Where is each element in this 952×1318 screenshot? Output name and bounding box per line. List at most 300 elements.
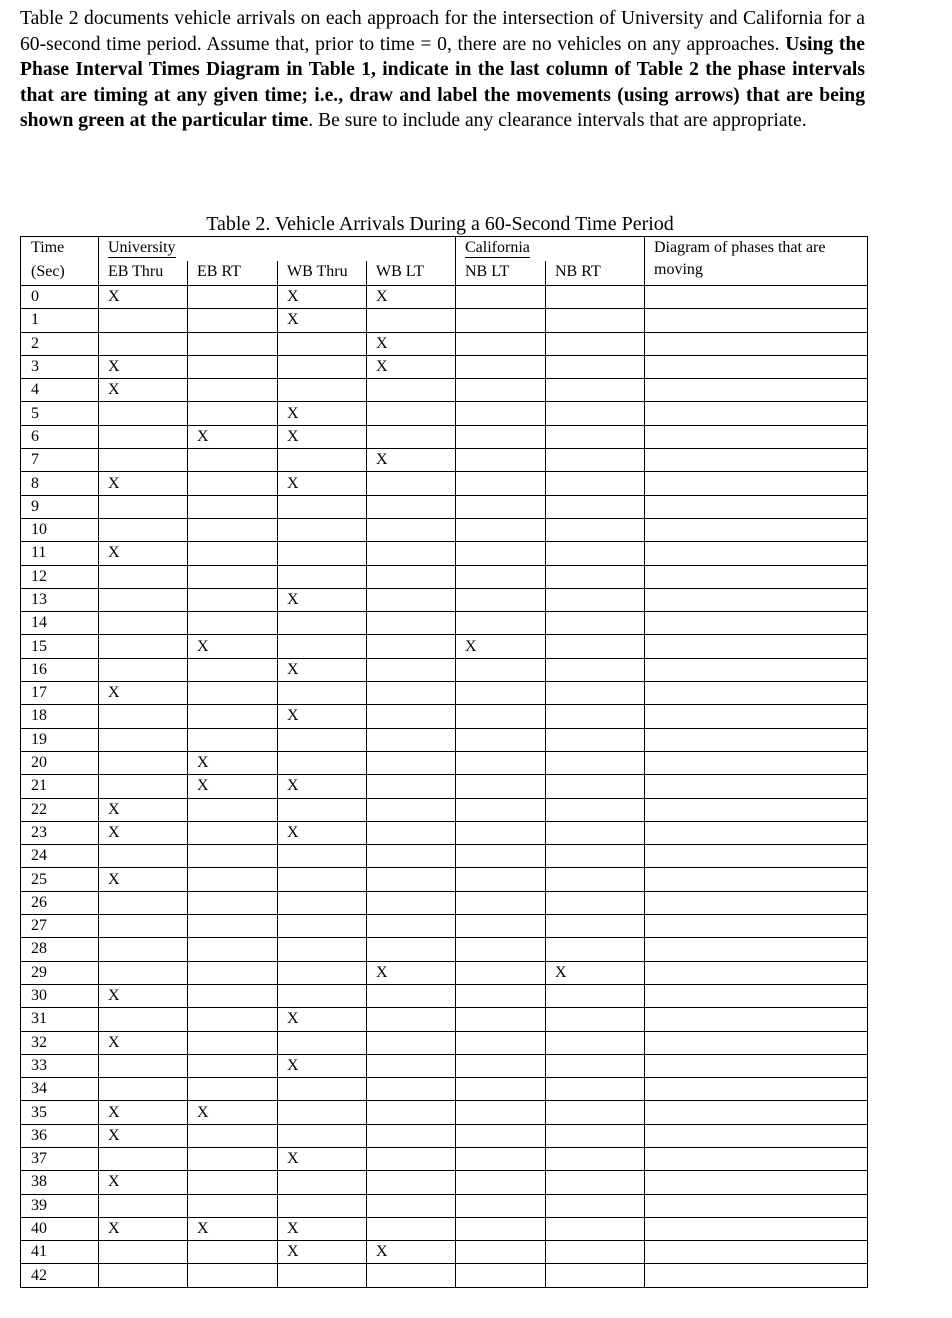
arrival-cell-wb-thru [278, 798, 367, 821]
time-cell: 13 [21, 588, 99, 611]
arrival-cell-wb-lt [367, 1124, 456, 1147]
arrival-cell-nb-rt [546, 565, 645, 588]
arrival-cell-wb-thru [278, 495, 367, 518]
table-row [21, 845, 868, 868]
arrival-cell-nb-rt [546, 1264, 645, 1287]
arrival-cell-nb-lt [456, 518, 546, 541]
arrival-cell-eb-rt [188, 355, 278, 378]
arrival-cell-wb-lt [367, 705, 456, 728]
phase-diagram-cell[interactable] [645, 309, 868, 332]
arrival-cell-wb-thru [278, 379, 367, 402]
time-cell: 26 [21, 891, 99, 914]
table-row [21, 1217, 868, 1240]
arrival-cell-eb-rt: X [188, 751, 278, 774]
arrival-cell-wb-lt [367, 635, 456, 658]
arrival-cell-eb-thru [99, 728, 188, 751]
table-row [21, 891, 868, 914]
phase-diagram-cell[interactable] [645, 751, 868, 774]
phase-diagram-cell[interactable] [645, 845, 868, 868]
arrival-cell-wb-lt [367, 658, 456, 681]
phase-diagram-cell[interactable] [645, 518, 868, 541]
arrival-cell-wb-thru: X [278, 821, 367, 844]
arrival-cell-eb-rt: X [188, 635, 278, 658]
table-row [21, 449, 868, 472]
arrival-cell-eb-rt [188, 309, 278, 332]
time-cell: 35 [21, 1101, 99, 1124]
phase-diagram-cell[interactable] [645, 915, 868, 938]
phase-diagram-cell[interactable] [645, 1101, 868, 1124]
arrival-cell-wb-lt [367, 728, 456, 751]
arrival-cell-nb-rt [546, 1031, 645, 1054]
arrival-cell-nb-lt [456, 984, 546, 1007]
arrival-cell-nb-lt [456, 658, 546, 681]
arrival-cell-nb-rt [546, 891, 645, 914]
arrival-cell-eb-thru: X [99, 798, 188, 821]
arrival-cell-eb-rt [188, 1031, 278, 1054]
arrival-cell-nb-lt [456, 1124, 546, 1147]
arrival-cell-nb-lt [456, 472, 546, 495]
university-header-cont [367, 237, 456, 262]
arrival-cell-nb-rt [546, 355, 645, 378]
time-cell: 10 [21, 518, 99, 541]
arrival-cell-wb-lt: X [367, 1241, 456, 1264]
arrival-cell-eb-rt [188, 1147, 278, 1170]
arrival-cell-eb-rt [188, 728, 278, 751]
time-cell: 28 [21, 938, 99, 961]
phase-diagram-cell[interactable] [645, 1147, 868, 1170]
table-row [21, 425, 868, 448]
arrival-cell-eb-thru: X [99, 1101, 188, 1124]
arrival-cell-wb-lt [367, 612, 456, 635]
arrival-cell-eb-thru [99, 915, 188, 938]
instructions-bold-text: Using the Phase Interval Times Diagram in Table 1, indicate in the last column of Table 2 the phase intervals that are timing at any given time; i.e., draw and label the movements (using arrows) that are being shown green at the particular time [20, 33, 865, 132]
diagram-header: Diagram of phases that are moving [645, 237, 868, 286]
arrival-cell-nb-lt [456, 1101, 546, 1124]
arrival-cell-wb-thru [278, 355, 367, 378]
arrival-cell-nb-rt [546, 705, 645, 728]
arrival-cell-nb-rt [546, 1078, 645, 1101]
arrival-cell-nb-lt [456, 1241, 546, 1264]
arrival-cell-wb-lt [367, 798, 456, 821]
phase-diagram-cell[interactable] [645, 1241, 868, 1264]
table-row [21, 868, 868, 891]
arrival-cell-eb-thru [99, 449, 188, 472]
table-row [21, 1078, 868, 1101]
arrival-cell-nb-lt [456, 891, 546, 914]
arrival-cell-nb-rt [546, 612, 645, 635]
arrival-cell-eb-rt [188, 1194, 278, 1217]
arrival-cell-wb-thru [278, 915, 367, 938]
time-cell: 21 [21, 775, 99, 798]
arrival-cell-eb-rt [188, 1078, 278, 1101]
arrival-cell-nb-lt [456, 588, 546, 611]
arrival-cell-eb-rt [188, 1124, 278, 1147]
arrival-cell-nb-lt [456, 425, 546, 448]
arrival-cell-eb-rt [188, 612, 278, 635]
arrival-cell-nb-rt [546, 425, 645, 448]
arrival-cell-wb-lt [367, 495, 456, 518]
table-row [21, 1101, 868, 1124]
arrival-cell-nb-rt [546, 658, 645, 681]
phase-diagram-cell[interactable] [645, 286, 868, 309]
phase-diagram-cell[interactable] [645, 1031, 868, 1054]
arrival-cell-eb-thru [99, 961, 188, 984]
arrival-cell-wb-thru: X [278, 1008, 367, 1031]
phase-diagram-cell[interactable] [645, 705, 868, 728]
arrival-cell-nb-lt [456, 1031, 546, 1054]
arrival-cell-eb-rt [188, 449, 278, 472]
arrival-cell-nb-lt [456, 612, 546, 635]
arrival-cell-nb-rt [546, 984, 645, 1007]
arrival-cell-eb-thru [99, 1147, 188, 1170]
arrival-cell-eb-rt [188, 961, 278, 984]
arrival-cell-nb-rt [546, 472, 645, 495]
arrival-cell-nb-lt [456, 402, 546, 425]
time-cell: 20 [21, 751, 99, 774]
phase-diagram-cell[interactable] [645, 1171, 868, 1194]
arrival-cell-eb-thru [99, 891, 188, 914]
arrival-cell-eb-rt [188, 472, 278, 495]
phase-diagram-cell[interactable] [645, 495, 868, 518]
arrival-cell-wb-lt: X [367, 332, 456, 355]
arrival-cell-nb-lt [456, 915, 546, 938]
table-row [21, 1194, 868, 1217]
phase-diagram-cell[interactable] [645, 658, 868, 681]
table-row [21, 984, 868, 1007]
arrival-cell-nb-rt [546, 1008, 645, 1031]
phase-diagram-cell[interactable] [645, 868, 868, 891]
time-cell: 42 [21, 1264, 99, 1287]
table-row [21, 542, 868, 565]
arrival-cell-nb-lt [456, 1054, 546, 1077]
column-header-eb-thru: EB Thru [99, 261, 188, 286]
table-row [21, 775, 868, 798]
vehicle-arrivals-table [20, 236, 868, 1288]
arrival-cell-eb-rt [188, 891, 278, 914]
arrival-cell-eb-rt [188, 658, 278, 681]
arrival-cell-nb-rt [546, 1124, 645, 1147]
arrival-cell-eb-thru [99, 309, 188, 332]
time-cell: 8 [21, 472, 99, 495]
table-row [21, 1054, 868, 1077]
phase-diagram-cell[interactable] [645, 472, 868, 495]
california-header: California [456, 237, 546, 262]
arrival-cell-wb-lt [367, 1101, 456, 1124]
phase-diagram-cell[interactable] [645, 588, 868, 611]
phase-diagram-cell[interactable] [645, 1264, 868, 1287]
phase-diagram-cell[interactable] [645, 542, 868, 565]
arrival-cell-wb-lt [367, 891, 456, 914]
arrival-cell-nb-lt [456, 379, 546, 402]
arrival-cell-nb-lt [456, 728, 546, 751]
arrival-cell-eb-rt [188, 705, 278, 728]
arrival-cell-wb-thru [278, 332, 367, 355]
arrival-cell-nb-lt [456, 938, 546, 961]
arrival-cell-wb-lt [367, 984, 456, 1007]
arrival-cell-wb-lt [367, 472, 456, 495]
phase-diagram-cell[interactable] [645, 635, 868, 658]
arrival-cell-eb-rt [188, 682, 278, 705]
phase-diagram-cell[interactable] [645, 1008, 868, 1031]
university-header: University [99, 237, 188, 262]
column-header-eb-rt: EB RT [188, 261, 278, 286]
arrival-cell-nb-rt [546, 518, 645, 541]
arrival-cell-eb-thru [99, 938, 188, 961]
arrival-cell-wb-thru [278, 1031, 367, 1054]
phase-diagram-cell[interactable] [645, 1194, 868, 1217]
time-cell: 36 [21, 1124, 99, 1147]
arrival-cell-nb-rt [546, 449, 645, 472]
phase-diagram-cell[interactable] [645, 612, 868, 635]
time-cell: 31 [21, 1008, 99, 1031]
phase-diagram-cell[interactable] [645, 798, 868, 821]
arrival-cell-wb-thru: X [278, 1054, 367, 1077]
arrival-cell-eb-rt [188, 518, 278, 541]
column-header-nb-lt: NB LT [456, 261, 546, 286]
phase-diagram-cell[interactable] [645, 891, 868, 914]
arrival-cell-wb-lt: X [367, 286, 456, 309]
arrival-cell-nb-rt: X [546, 961, 645, 984]
phase-diagram-cell[interactable] [645, 1054, 868, 1077]
arrival-cell-eb-rt [188, 984, 278, 1007]
table-row [21, 915, 868, 938]
time-cell: 6 [21, 425, 99, 448]
table-row [21, 1147, 868, 1170]
arrival-cell-nb-rt [546, 1241, 645, 1264]
arrival-cell-nb-rt [546, 1194, 645, 1217]
arrival-cell-eb-thru: X [99, 286, 188, 309]
time-cell: 34 [21, 1078, 99, 1101]
university-header-cont [278, 237, 367, 262]
arrival-cell-nb-rt [546, 495, 645, 518]
arrival-cell-nb-rt [546, 751, 645, 774]
arrival-cell-wb-thru [278, 961, 367, 984]
arrival-cell-wb-lt [367, 309, 456, 332]
arrival-cell-wb-lt [367, 425, 456, 448]
arrival-cell-eb-thru [99, 565, 188, 588]
time-cell: 17 [21, 682, 99, 705]
arrival-cell-eb-rt [188, 402, 278, 425]
arrival-cell-wb-thru [278, 1124, 367, 1147]
arrival-cell-nb-lt [456, 798, 546, 821]
arrival-cell-nb-lt [456, 821, 546, 844]
arrival-cell-wb-thru [278, 1264, 367, 1287]
arrival-cell-wb-lt [367, 821, 456, 844]
arrival-cell-eb-rt [188, 1008, 278, 1031]
phase-diagram-cell[interactable] [645, 332, 868, 355]
arrival-cell-eb-thru [99, 775, 188, 798]
table-header-row-1 [21, 237, 868, 262]
arrival-cell-wb-thru: X [278, 472, 367, 495]
table-row [21, 379, 868, 402]
arrival-cell-wb-lt [367, 402, 456, 425]
column-header-wb-lt: WB LT [367, 261, 456, 286]
arrival-cell-nb-rt [546, 1217, 645, 1240]
arrival-cell-wb-thru [278, 682, 367, 705]
table-row [21, 472, 868, 495]
time-cell: 18 [21, 705, 99, 728]
arrival-cell-wb-lt [367, 1171, 456, 1194]
table-row [21, 309, 868, 332]
phase-diagram-cell[interactable] [645, 984, 868, 1007]
arrival-cell-eb-thru [99, 658, 188, 681]
arrival-cell-wb-lt [367, 588, 456, 611]
arrival-cell-nb-rt [546, 379, 645, 402]
phase-diagram-cell[interactable] [645, 1078, 868, 1101]
table-row [21, 612, 868, 635]
arrival-cell-eb-rt [188, 542, 278, 565]
time-cell: 38 [21, 1171, 99, 1194]
phase-diagram-cell[interactable] [645, 355, 868, 378]
arrival-cell-eb-thru [99, 705, 188, 728]
arrival-cell-eb-rt: X [188, 775, 278, 798]
arrival-cell-nb-rt [546, 1054, 645, 1077]
arrival-cell-eb-thru [99, 402, 188, 425]
table-row [21, 286, 868, 309]
table-row [21, 588, 868, 611]
time-cell: 23 [21, 821, 99, 844]
time-cell: 41 [21, 1241, 99, 1264]
table-row [21, 821, 868, 844]
column-header-nb-rt: NB RT [546, 261, 645, 286]
arrival-cell-wb-thru [278, 565, 367, 588]
time-cell: 25 [21, 868, 99, 891]
arrival-cell-wb-lt [367, 1054, 456, 1077]
arrival-cell-wb-thru: X [278, 286, 367, 309]
arrival-cell-eb-thru: X [99, 821, 188, 844]
arrival-cell-wb-lt [367, 1217, 456, 1240]
arrival-cell-nb-lt [456, 1171, 546, 1194]
arrival-cell-wb-thru [278, 891, 367, 914]
arrival-cell-nb-lt [456, 868, 546, 891]
arrival-cell-eb-thru: X [99, 542, 188, 565]
arrival-cell-wb-thru [278, 845, 367, 868]
phase-diagram-cell[interactable] [645, 565, 868, 588]
time-cell: 15 [21, 635, 99, 658]
time-unit-header: (Sec) [21, 261, 99, 286]
arrival-cell-wb-lt [367, 938, 456, 961]
arrival-cell-eb-thru [99, 845, 188, 868]
arrival-cell-wb-lt [367, 1078, 456, 1101]
arrival-cell-nb-lt [456, 1264, 546, 1287]
phase-diagram-cell[interactable] [645, 1217, 868, 1240]
arrival-cell-eb-thru: X [99, 868, 188, 891]
arrival-cell-wb-lt [367, 379, 456, 402]
time-cell: 30 [21, 984, 99, 1007]
arrival-cell-wb-lt [367, 1264, 456, 1287]
phase-diagram-cell[interactable] [645, 961, 868, 984]
table-row [21, 355, 868, 378]
arrival-cell-wb-lt [367, 775, 456, 798]
phase-diagram-cell[interactable] [645, 682, 868, 705]
arrival-cell-nb-lt [456, 845, 546, 868]
arrival-cell-nb-rt [546, 845, 645, 868]
table-row [21, 402, 868, 425]
time-cell: 0 [21, 286, 99, 309]
arrival-cell-wb-lt [367, 915, 456, 938]
arrival-cell-eb-thru: X [99, 472, 188, 495]
instructions-text-end: . Be sure to include any clearance intervals that are appropriate. [308, 110, 807, 132]
arrival-cell-nb-lt [456, 565, 546, 588]
phase-diagram-cell[interactable] [645, 821, 868, 844]
table-row [21, 565, 868, 588]
arrival-cell-nb-lt [456, 355, 546, 378]
arrival-cell-nb-rt [546, 915, 645, 938]
table-row [21, 1171, 868, 1194]
arrival-cell-eb-rt [188, 286, 278, 309]
arrival-cell-nb-rt [546, 332, 645, 355]
table-row [21, 798, 868, 821]
table-row [21, 938, 868, 961]
table-row [21, 1008, 868, 1031]
arrival-cell-eb-thru [99, 518, 188, 541]
arrival-cell-eb-thru [99, 612, 188, 635]
arrival-cell-wb-thru [278, 868, 367, 891]
time-cell: 27 [21, 915, 99, 938]
arrival-cell-eb-thru: X [99, 355, 188, 378]
time-cell: 5 [21, 402, 99, 425]
arrival-cell-eb-thru [99, 495, 188, 518]
arrival-cell-eb-thru [99, 1241, 188, 1264]
time-cell: 16 [21, 658, 99, 681]
arrival-cell-wb-lt [367, 845, 456, 868]
arrival-cell-nb-rt [546, 728, 645, 751]
time-cell: 11 [21, 542, 99, 565]
arrival-cell-eb-thru [99, 332, 188, 355]
arrival-cell-eb-thru: X [99, 379, 188, 402]
arrival-cell-wb-lt [367, 1031, 456, 1054]
arrival-cell-nb-lt [456, 961, 546, 984]
arrival-cell-eb-rt [188, 379, 278, 402]
arrival-cell-wb-lt: X [367, 961, 456, 984]
time-cell: 2 [21, 332, 99, 355]
table-row [21, 332, 868, 355]
phase-diagram-cell[interactable] [645, 449, 868, 472]
arrival-cell-wb-lt [367, 565, 456, 588]
arrival-cell-eb-thru [99, 1008, 188, 1031]
time-cell: 1 [21, 309, 99, 332]
arrival-cell-nb-lt [456, 309, 546, 332]
time-cell: 12 [21, 565, 99, 588]
arrival-cell-eb-thru [99, 1078, 188, 1101]
arrival-cell-nb-rt [546, 1101, 645, 1124]
arrival-cell-wb-thru [278, 612, 367, 635]
time-header: Time [21, 237, 99, 262]
phase-diagram-cell[interactable] [645, 379, 868, 402]
arrival-cell-eb-rt [188, 821, 278, 844]
arrival-cell-wb-lt [367, 542, 456, 565]
phase-diagram-cell[interactable] [645, 938, 868, 961]
arrival-cell-wb-thru: X [278, 425, 367, 448]
arrival-cell-nb-lt [456, 1008, 546, 1031]
arrival-cell-wb-thru [278, 1078, 367, 1101]
arrival-cell-wb-thru [278, 1194, 367, 1217]
phase-diagram-cell[interactable] [645, 775, 868, 798]
arrival-cell-eb-rt [188, 588, 278, 611]
time-cell: 24 [21, 845, 99, 868]
phase-diagram-cell[interactable] [645, 1124, 868, 1147]
arrival-cell-wb-lt: X [367, 449, 456, 472]
table-title: Table 2. Vehicle Arrivals During a 60-Second Time Period [206, 213, 674, 235]
arrival-cell-nb-lt [456, 449, 546, 472]
arrival-cell-wb-thru: X [278, 1241, 367, 1264]
time-cell: 14 [21, 612, 99, 635]
phase-diagram-cell[interactable] [645, 402, 868, 425]
phase-diagram-cell[interactable] [645, 425, 868, 448]
arrival-cell-eb-thru [99, 1264, 188, 1287]
phase-diagram-cell[interactable] [645, 728, 868, 751]
arrival-cell-nb-rt [546, 286, 645, 309]
